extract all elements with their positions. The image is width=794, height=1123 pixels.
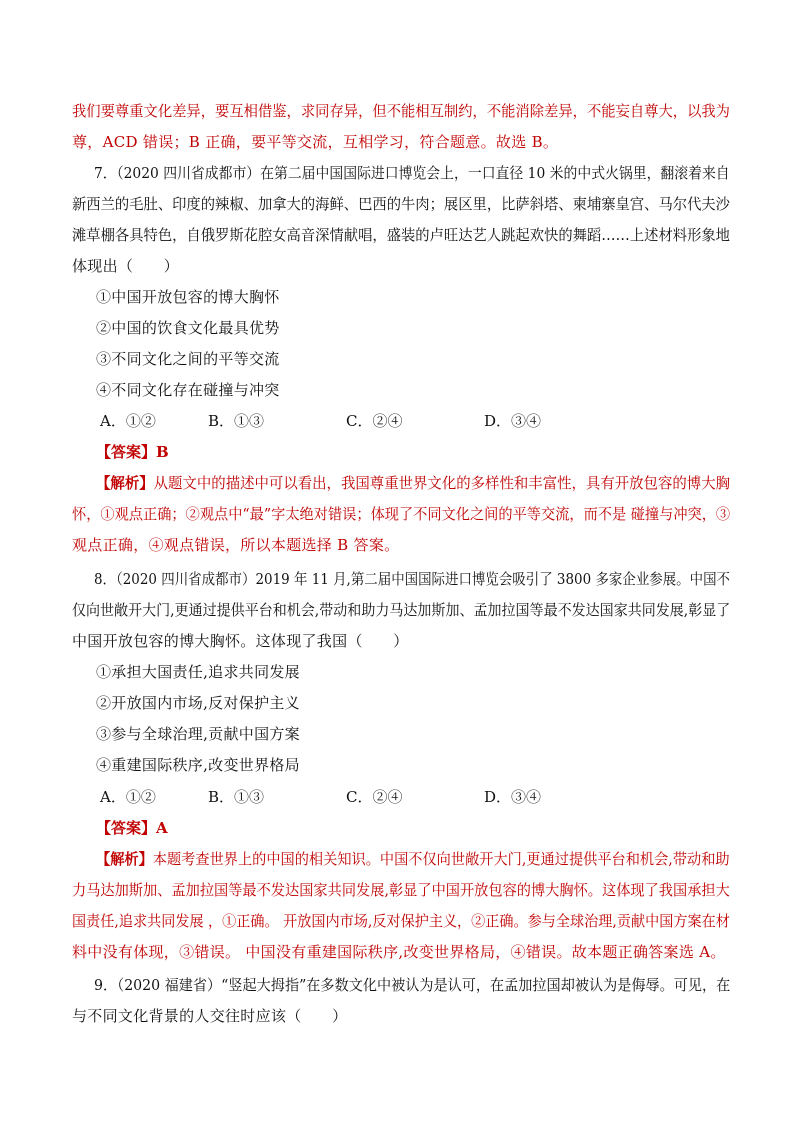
q7-choice-a: A．①② [100,412,156,430]
q8-choice-a: A．①② [100,788,156,806]
q7-choices [0,411,794,431]
q7-stem-line-1: 7．（2020 四川省成都市）在第二届中国国际进口博览会上，一口直径 10 米的中式火锅里，翻滚着来自 [94,164,730,182]
q8-answer-value: A [156,819,168,837]
prev-explanation-line-2: 尊，ACD 错误；B 正确，要平等交流，互相学习，符合题意。故选 B。 [72,133,559,151]
q9-stem-line-2: 与不同文化背景的人交往时应该（ ） [72,1007,348,1025]
q8-choice-c: C．②④ [346,788,403,806]
q8-option-3: ③参与全球治理,贡献中国方案 [96,725,300,743]
q8-answer [96,818,168,838]
q7-answer-label: 【答案】 [96,443,157,461]
q8-explanation-line-1 [96,849,730,869]
q8-option-4: ④重建国际秩序,改变世界格局 [96,756,300,774]
q7-stem-line-4: 体现出（ ） [72,257,180,275]
q7-option-1: ①中国开放包容的博大胸怀 [96,288,280,306]
q7-explanation-label: 【解析】 [96,474,154,492]
q8-choice-b: B．①③ [208,788,265,806]
q8-choices [0,787,794,807]
q7-stem-line-3: 滩草棚各具特色，自俄罗斯花腔女高音深情献唱，盛装的卢旺达艺人跳起欢快的舞蹈……上述材料形象地 [72,226,730,244]
q7-choice-b: B．①③ [208,412,265,430]
q8-option-1: ①承担大国责任,追求共同发展 [96,663,300,681]
q8-option-2: ②开放国内市场,反对保护主义 [96,694,300,712]
q7-explanation-line-1 [96,473,730,493]
q7-option-4: ④不同文化存在碰撞与冲突 [96,381,280,399]
prev-explanation-line-1: 我们要尊重文化差异，要互相借鉴，求同存异，但不能相互制约，不能消除差异，不能妄自尊大，以我为 [72,102,730,120]
q8-answer-label: 【答案】 [96,819,157,837]
q8-stem-line-2: 仅向世敞开大门,更通过提供平台和机会,带动和助力马达加斯加、孟加拉国等最不发达国家共同发展,彰显了 [72,601,731,619]
q8-stem-line-3: 中国开放包容的博大胸怀。这体现了我国（ ） [72,632,409,650]
q7-stem-line-2: 新西兰的毛肚、印度的辣椒、加拿大的海鲜、巴西的牛肉；展区里，比萨斜塔、柬埔寨皇宫、马尔代夫沙 [72,195,730,213]
q7-answer [96,442,169,462]
q8-explanation-line-2: 力马达加斯加、孟加拉国等最不发达国家共同发展,彰显了中国开放包容的博大胸怀。这体现了我国承担大 [72,881,730,899]
q9-stem-line-1: 9．（2020 福建省）“竖起大拇指”在多数文化中被认为是认可，在孟加拉国却被认为是侮辱。可见，在 [94,976,731,994]
q7-explanation-line-3: 观点正确，④观点错误，所以本题选择 B 答案。 [72,536,400,554]
q7-option-3: ③不同文化之间的平等交流 [96,350,280,368]
q7-choice-c: C．②④ [346,412,403,430]
q7-explanation-text-1: 从题文中的描述中可以看出，我国尊重世界文化的多样性和丰富性，具有开放包容的博大胸 [153,474,731,492]
q8-explanation-line-4: 料中没有体现，③错误。 中国没有重建国际秩序,改变世界格局，④错误。故本题正确答案选 A。 [72,943,726,961]
q7-answer-value: B [156,443,169,461]
q7-option-2: ②中国的饮食文化最具优势 [96,319,280,337]
q7-choice-d: D．③④ [484,412,542,430]
q8-explanation-line-3: 国责任,追求共同发展 ，①正确。 开放国内市场,反对保护主义，②正确。参与全球治理,贡献中国方案在材 [72,912,730,930]
q7-explanation-line-2: 怀，①观点正确；②观点中“最”字太绝对错误；体现了不同文化之间的平等交流，而不是 碰撞与冲突，③ [72,505,731,523]
q8-stem-line-1: 8．（2020 四川省成都市）2019 年 11 月,第二届中国国际进口博览会吸引了 3800 多家企业参展。中国不 [94,570,731,588]
q8-explanation-label: 【解析】 [96,850,153,868]
q8-explanation-text-1: 本题考查世界上的中国的相关知识。中国不仅向世敞开大门,更通过提供平台和机会,带动和助 [152,850,730,868]
q8-choice-d: D．③④ [484,788,542,806]
